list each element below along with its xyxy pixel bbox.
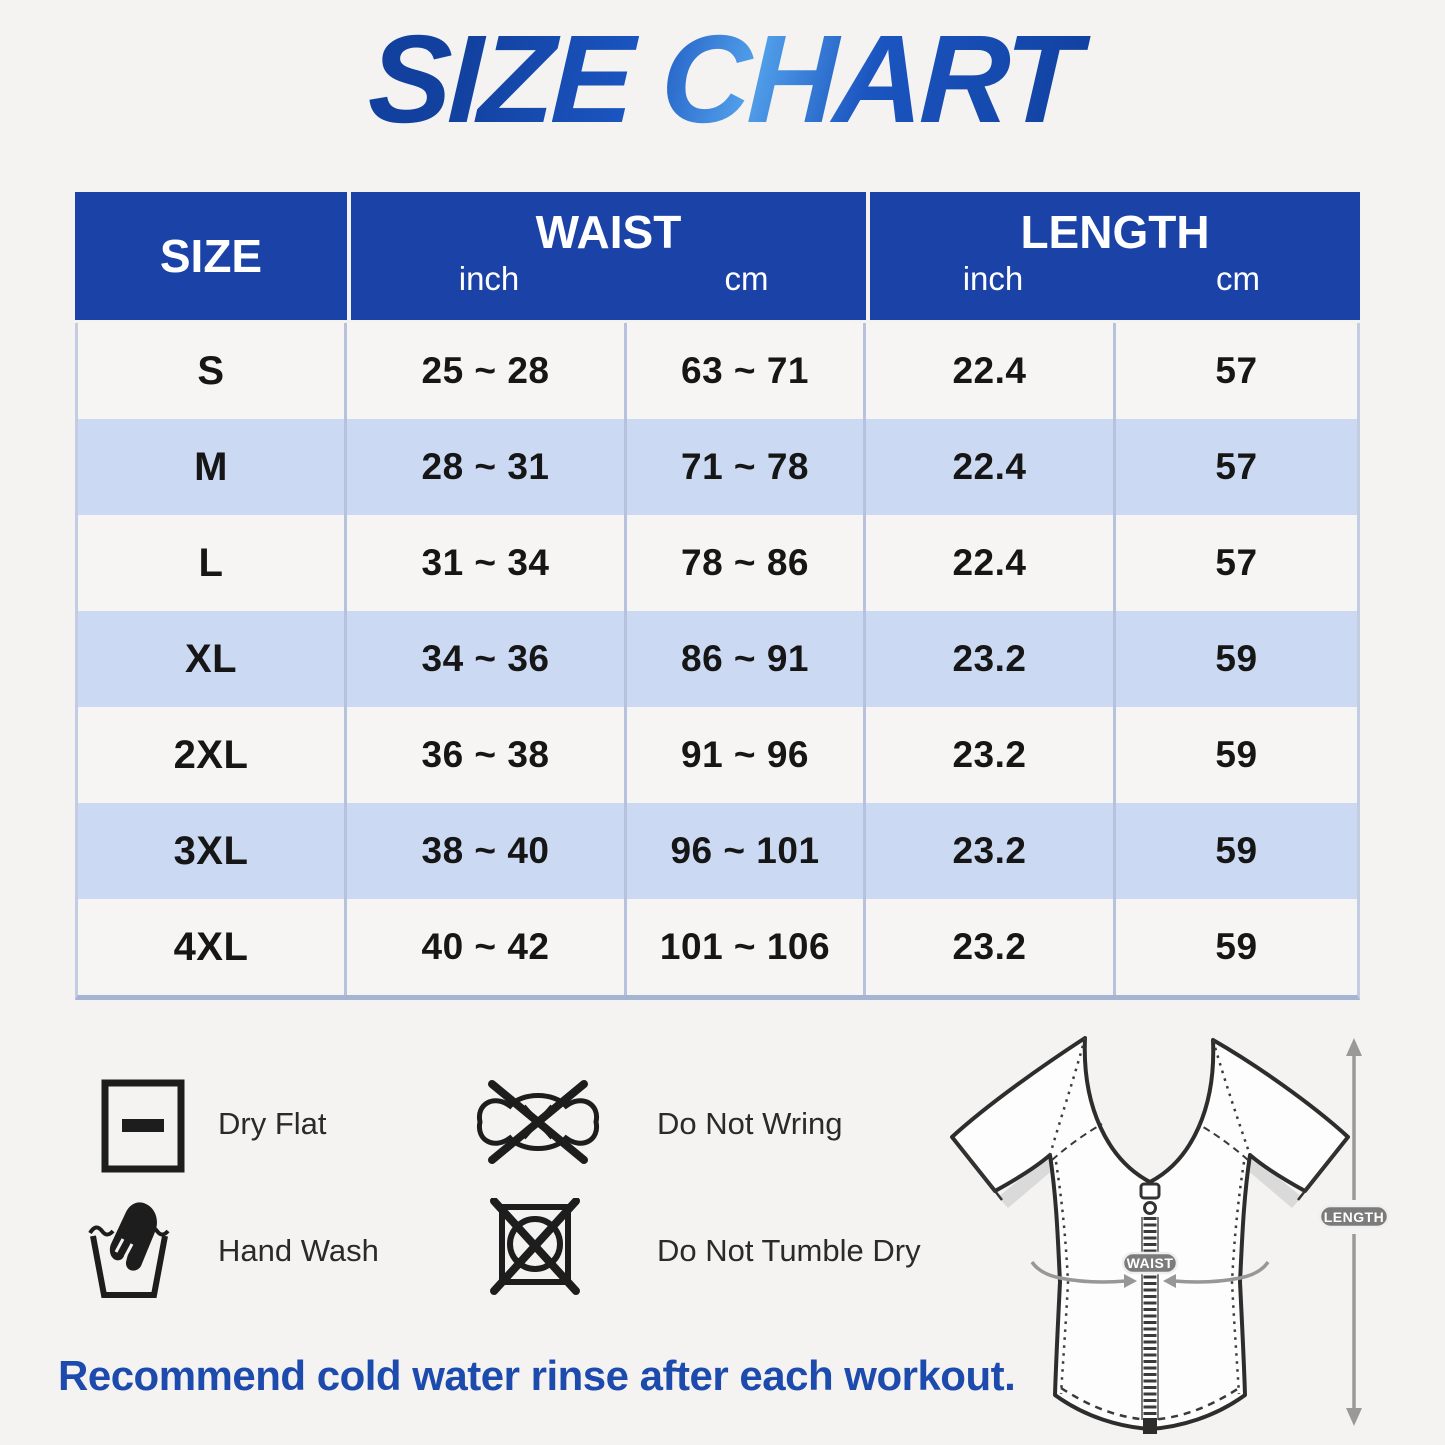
cell-size: S bbox=[78, 323, 347, 419]
table-row-xl bbox=[78, 611, 1357, 707]
care-label-do-not-wring: Do Not Wring bbox=[657, 1106, 843, 1141]
cell-size: M bbox=[78, 419, 347, 515]
length-inch-unit: inch bbox=[962, 260, 1024, 297]
cell-length-cm: 59 bbox=[1116, 707, 1357, 803]
size-table-body bbox=[75, 323, 1360, 1000]
header-length-units bbox=[870, 260, 1360, 298]
waist-badge bbox=[1123, 1253, 1177, 1273]
waist-inch-unit: inch bbox=[458, 260, 520, 297]
do-not-wring-icon bbox=[468, 1076, 608, 1168]
table-row-m bbox=[78, 419, 1357, 515]
cell-waist-inch: 38 ~ 40 bbox=[347, 803, 627, 899]
page-title: SIZE CHART bbox=[0, 8, 1445, 151]
header-length-label: LENGTH bbox=[1020, 206, 1210, 258]
cell-waist-inch: 40 ~ 42 bbox=[347, 899, 627, 995]
length-badge-label: LENGTH bbox=[1323, 1209, 1385, 1225]
cell-size: 2XL bbox=[78, 707, 347, 803]
cell-waist-cm: 96 ~ 101 bbox=[627, 803, 866, 899]
cell-length-cm: 59 bbox=[1116, 803, 1357, 899]
hand-wash-icon bbox=[88, 1200, 170, 1300]
cell-waist-cm: 86 ~ 91 bbox=[627, 611, 866, 707]
cell-length-cm: 57 bbox=[1116, 515, 1357, 611]
table-row-l bbox=[78, 515, 1357, 611]
cell-size: 4XL bbox=[78, 899, 347, 995]
cell-length-inch: 22.4 bbox=[866, 515, 1116, 611]
care-label-dry-flat: Dry Flat bbox=[218, 1106, 327, 1141]
table-row-3xl bbox=[78, 803, 1357, 899]
cell-waist-inch: 31 ~ 34 bbox=[347, 515, 627, 611]
header-size-cell bbox=[75, 192, 347, 320]
cell-length-cm: 59 bbox=[1116, 899, 1357, 995]
care-label-do-not-tumble-dry: Do Not Tumble Dry bbox=[657, 1233, 921, 1268]
footer-note: Recommend cold water rinse after each workout. bbox=[58, 1352, 1016, 1399]
cell-waist-cm: 101 ~ 106 bbox=[627, 899, 866, 995]
cell-size: XL bbox=[78, 611, 347, 707]
cell-waist-inch: 25 ~ 28 bbox=[347, 323, 627, 419]
cell-length-inch: 23.2 bbox=[866, 899, 1116, 995]
cell-size: 3XL bbox=[78, 803, 347, 899]
table-row-4xl bbox=[78, 899, 1357, 995]
header-waist-label: WAIST bbox=[535, 206, 682, 258]
cell-waist-cm: 78 ~ 86 bbox=[627, 515, 866, 611]
do-not-tumble-dry-icon bbox=[487, 1198, 583, 1298]
header-length-cell bbox=[870, 192, 1360, 320]
waist-badge-label: WAIST bbox=[1126, 1255, 1174, 1271]
cell-waist-inch: 36 ~ 38 bbox=[347, 707, 627, 803]
cell-waist-cm: 91 ~ 96 bbox=[627, 707, 866, 803]
cell-length-inch: 22.4 bbox=[866, 419, 1116, 515]
length-cm-unit: cm bbox=[1215, 260, 1260, 297]
care-label-hand-wash: Hand Wash bbox=[218, 1233, 379, 1268]
cell-waist-cm: 71 ~ 78 bbox=[627, 419, 866, 515]
cell-length-cm: 57 bbox=[1116, 323, 1357, 419]
header-waist-cell bbox=[351, 192, 866, 320]
size-table-header bbox=[75, 192, 1360, 320]
header-waist-units bbox=[351, 260, 866, 298]
cell-length-inch: 23.2 bbox=[866, 611, 1116, 707]
cell-length-cm: 59 bbox=[1116, 611, 1357, 707]
cell-length-cm: 57 bbox=[1116, 419, 1357, 515]
dry-flat-icon bbox=[99, 1078, 187, 1174]
cell-waist-cm: 63 ~ 71 bbox=[627, 323, 866, 419]
size-table bbox=[75, 192, 1360, 1000]
cell-size: L bbox=[78, 515, 347, 611]
waist-cm-unit: cm bbox=[724, 260, 769, 297]
table-row-s bbox=[78, 323, 1357, 419]
cell-waist-inch: 34 ~ 36 bbox=[347, 611, 627, 707]
cell-waist-inch: 28 ~ 31 bbox=[347, 419, 627, 515]
table-row-2xl bbox=[78, 707, 1357, 803]
cell-length-inch: 23.2 bbox=[866, 707, 1116, 803]
cell-length-inch: 23.2 bbox=[866, 803, 1116, 899]
length-badge bbox=[1320, 1206, 1388, 1227]
header-size-label: SIZE bbox=[159, 230, 263, 282]
cell-length-inch: 22.4 bbox=[866, 323, 1116, 419]
